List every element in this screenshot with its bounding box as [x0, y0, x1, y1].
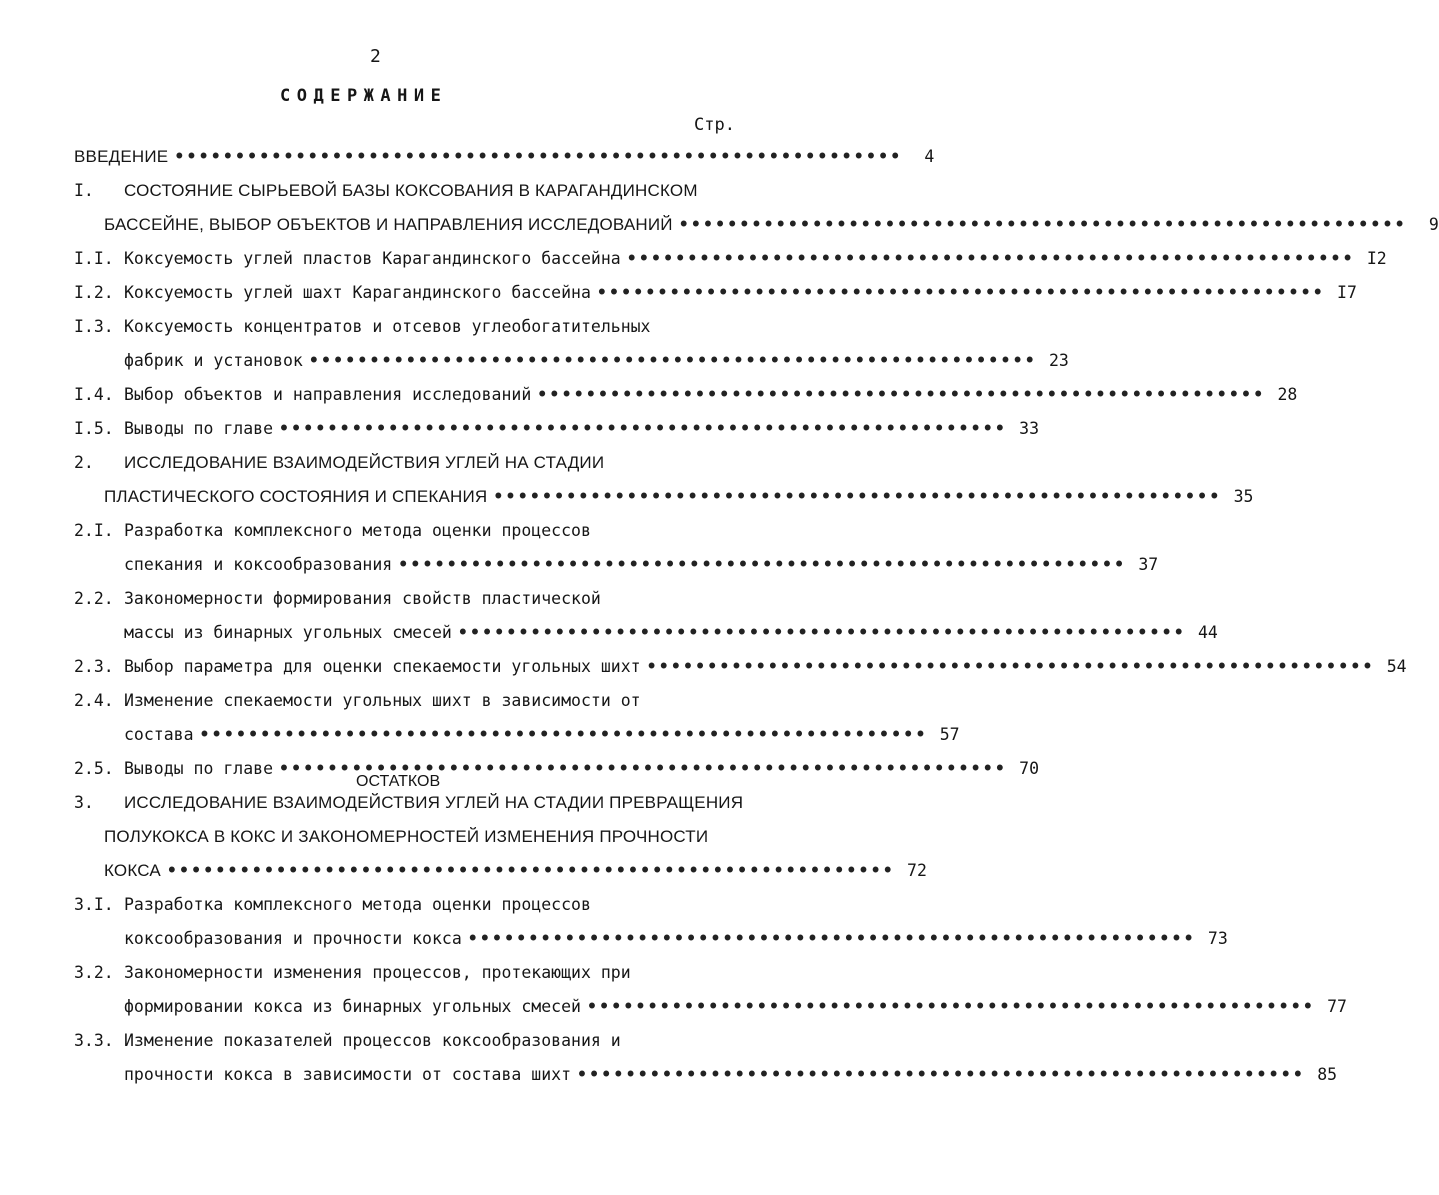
toc-entry-title: Выбор объектов и направления исследований [124, 385, 532, 404]
toc-entry-title: коксообразования и прочности кокса [124, 929, 462, 948]
toc-entry [124, 1065, 1338, 1089]
toc-entry [104, 861, 927, 885]
toc-entry-number: I.3. [74, 317, 114, 336]
toc-entry [74, 657, 1407, 681]
toc-entry [74, 793, 744, 817]
toc-entry-number: 2.3. [74, 657, 114, 676]
toc-leader-dots: •••••••••••••••••••••••••••••••••••••••••••••••••••••••••••• [398, 555, 1127, 574]
toc-leader-dots: •••••••••••••••••••••••••••••••••••••••••••••••••••••••••••• [577, 1065, 1306, 1084]
toc-entry [74, 249, 1387, 273]
toc-entry-number: 2.5. [74, 759, 114, 778]
toc-leader-dots: •••••••••••••••••••••••••••••••••••••••••••••••••••••••••••• [678, 215, 1407, 234]
toc-entry-title: фабрик и установок [124, 351, 303, 370]
toc-leader-dots: •••••••••••••••••••••••••••••••••••••••••••••••••••••••••••• [626, 249, 1355, 268]
toc-leader-dots: •••••••••••••••••••••••••••••••••••••••••••••••••••••••••••• [467, 929, 1196, 948]
toc-entry [104, 215, 1439, 239]
toc-entry-page: 33 [1019, 419, 1040, 438]
toc-entry [74, 691, 724, 715]
toc-entry-page: 54 [1386, 657, 1407, 676]
toc-entry [104, 827, 724, 851]
toc-entry-number: 3. [74, 793, 94, 812]
toc-entry-title: ПОЛУКОКСА В КОКС И ЗАКОНОМЕРНОСТЕЙ ИЗМЕНЕНИЯ ПРОЧНОСТИ [104, 827, 709, 846]
toc-entry-page: 85 [1317, 1065, 1338, 1084]
toc-entry-title: формировании кокса из бинарных угольных смесей [124, 997, 581, 1016]
toc-entry-page: 57 [939, 725, 960, 744]
toc-entry-page: I2 [1366, 249, 1387, 268]
toc-entry [74, 589, 724, 613]
toc-entry-number: 3.I. [74, 895, 114, 914]
toc-entry [74, 1031, 724, 1055]
toc-entry-page: 23 [1048, 351, 1069, 370]
toc-entry-title: Выводы по главе [124, 759, 274, 778]
toc-leader-dots: •••••••••••••••••••••••••••••••••••••••••••••••••••••••••••• [279, 419, 1008, 438]
toc-entry-page: I7 [1337, 283, 1357, 302]
toc-entry-title: ВВЕДЕНИЕ [74, 147, 169, 166]
toc-entry [124, 997, 1347, 1021]
toc-entry-number: I.I. [74, 249, 114, 268]
toc-leader-dots: •••••••••••••••••••••••••••••••••••••••••••••••••••••••••••• [166, 861, 895, 880]
toc-leader-dots: •••••••••••••••••••••••••••••••••••••••••••••••••••••••••••• [457, 623, 1186, 642]
toc-leader-dots: •••••••••••••••••••••••••••••••••••••••••••••••••••••••••••• [586, 997, 1315, 1016]
toc-entry-page: 9 [1428, 215, 1439, 234]
toc-entry-page: 77 [1327, 997, 1347, 1016]
toc-leader-dots: •••••••••••••••••••••••••••••••••••••••••••••••••••••••••••• [596, 283, 1325, 302]
toc-leader-dots: •••••••••••••••••••••••••••••••••••••••••••••••••••••••••••• [537, 385, 1266, 404]
toc-entry [124, 623, 1218, 647]
toc-entry [124, 725, 960, 749]
page-column-label: Стр. [694, 115, 735, 135]
toc-leader-dots: •••••••••••••••••••••••••••••••••••••••••••••••••••••••••••• [279, 759, 1008, 778]
toc-entry-number: 3.2. [74, 963, 114, 982]
toc-entry-page: 37 [1138, 555, 1159, 574]
toc-entry [74, 521, 724, 545]
toc-entry [104, 487, 1254, 511]
toc-entry [74, 283, 1357, 307]
toc-entry-title: БАССЕЙНЕ, ВЫБОР ОБЪЕКТОВ И НАПРАВЛЕНИЯ ИССЛЕДОВАНИЙ [104, 215, 673, 234]
toc-entry-page: 28 [1277, 385, 1298, 404]
toc-entry-number: 3.3. [74, 1031, 114, 1050]
toc-entry-title: Закономерности формирования свойств пластической [124, 589, 601, 608]
toc-entry [74, 317, 724, 341]
toc-entry-title: Коксуемость концентратов и отсевов углеобогатительных [124, 317, 651, 336]
toc-entry [74, 419, 1040, 443]
toc-entry-title: СОСТОЯНИЕ СЫРЬЕВОЙ БАЗЫ КОКСОВАНИЯ В КАРАГАНДИНСКОМ [124, 181, 698, 200]
toc-entry-page: 35 [1233, 487, 1254, 506]
toc-entry [124, 351, 1069, 375]
toc-entry-title: состава [124, 725, 194, 744]
toc-entry-number: I.2. [74, 283, 114, 302]
toc-entry-number: I.5. [74, 419, 114, 438]
toc-entry-title: Изменение показателей процессов коксообразования и [124, 1031, 621, 1050]
toc-entry-title: Разработка комплексного метода оценки процессов [124, 895, 591, 914]
page-number: 2 [370, 46, 381, 67]
toc-entry-page: 72 [907, 861, 927, 880]
toc-entry-page: 4 [924, 147, 935, 166]
toc-entry-title: Выводы по главе [124, 419, 274, 438]
toc-entry-number: 2.I. [74, 521, 114, 540]
toc-entry [74, 759, 1040, 783]
toc-entry-title: ПЛАСТИЧЕСКОГО СОСТОЯНИЯ И СПЕКАНИЯ [104, 487, 488, 506]
page-title: СОДЕРЖАНИЕ [280, 86, 448, 106]
toc-entry-title: ИССЛЕДОВАНИЕ ВЗАИМОДЕЙСТВИЯ УГЛЕЙ НА СТАДИИ ПРЕВРАЩЕНИЯ [124, 793, 744, 812]
toc-leader-dots: •••••••••••••••••••••••••••••••••••••••••••••••••••••••••••• [308, 351, 1037, 370]
toc-entry [74, 181, 724, 205]
toc-entry-title: Разработка комплексного метода оценки процессов [124, 521, 591, 540]
toc-entry-page: 73 [1207, 929, 1228, 948]
toc-entry [74, 147, 935, 171]
toc-entry [74, 895, 724, 919]
toc-entry-title: КОКСА [104, 861, 161, 880]
toc-leader-dots: •••••••••••••••••••••••••••••••••••••••••••••••••••••••••••• [174, 147, 903, 166]
toc-entry-number: I. [74, 181, 94, 200]
toc-entry [74, 963, 724, 987]
toc-entry-title: ИССЛЕДОВАНИЕ ВЗАИМОДЕЙСТВИЯ УГЛЕЙ НА СТАДИИ [124, 453, 605, 472]
toc-entry-number: I.4. [74, 385, 114, 404]
toc-entry [124, 555, 1159, 579]
toc-entry-title: Коксуемость углей шахт Карагандинского бассейна [124, 283, 591, 302]
toc-entry [124, 929, 1228, 953]
toc-entry-title: массы из бинарных угольных смесей [124, 623, 452, 642]
toc-entry [74, 385, 1298, 409]
toc-entry-title: спекания и коксообразования [124, 555, 393, 574]
toc-leader-dots: •••••••••••••••••••••••••••••••••••••••••••••••••••••••••••• [493, 487, 1222, 506]
toc-entry-title: Выбор параметра для оценки спекаемости угольных шихт [124, 657, 641, 676]
toc-entry-number: 2.4. [74, 691, 114, 710]
toc-entry-page: 70 [1019, 759, 1040, 778]
toc-entry-number: 2. [74, 453, 94, 472]
toc-entry [74, 453, 724, 477]
toc-leader-dots: •••••••••••••••••••••••••••••••••••••••••••••••••••••••••••• [199, 725, 928, 744]
overlay-text: ОСТАТКОВ [356, 773, 441, 790]
toc-entry-number: 2.2. [74, 589, 114, 608]
toc-entry-page: 44 [1197, 623, 1218, 642]
toc-entry-title: Коксуемость углей пластов Карагандинского бассейна [124, 249, 621, 268]
toc-entry-title: Закономерности изменения процессов, протекающих при [124, 963, 631, 982]
toc-entry-title: прочности кокса в зависимости от состава шихт [124, 1065, 572, 1084]
toc-leader-dots: •••••••••••••••••••••••••••••••••••••••••••••••••••••••••••• [646, 657, 1375, 676]
toc-entry-title: Изменение спекаемости угольных шихт в зависимости от [124, 691, 641, 710]
